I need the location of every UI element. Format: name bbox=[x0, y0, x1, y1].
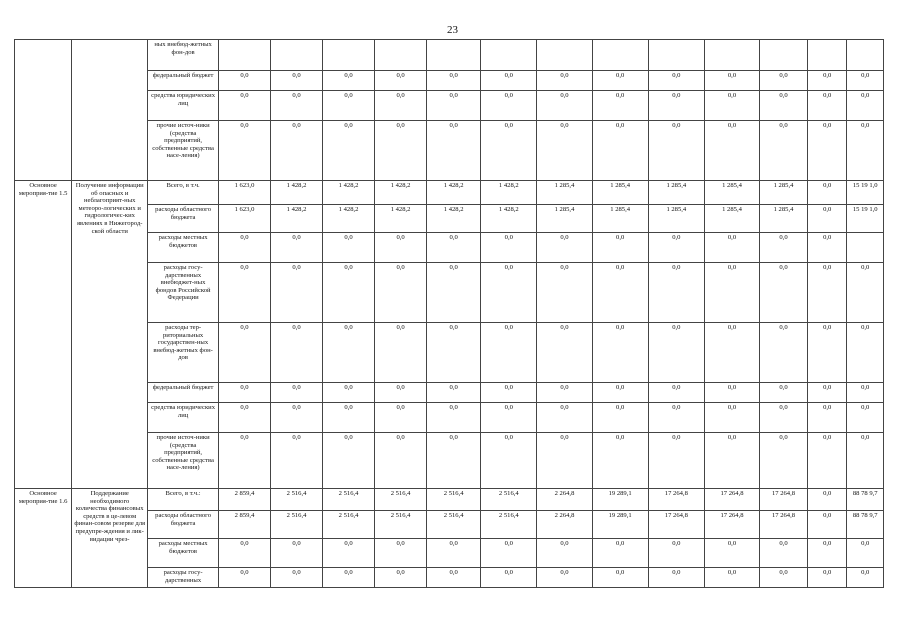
value-cell: 1 285,4 bbox=[592, 181, 648, 205]
value-cell: 15 19 1,0 bbox=[847, 181, 884, 205]
value-cell: 1 285,4 bbox=[704, 205, 759, 233]
value-cell: 0,0 bbox=[847, 71, 884, 91]
value-cell: 0,0 bbox=[592, 383, 648, 403]
value-cell bbox=[323, 40, 375, 71]
value-cell: 0,0 bbox=[481, 403, 537, 433]
value-cell bbox=[427, 40, 481, 71]
value-cell: 0,0 bbox=[648, 91, 704, 121]
activity-cell bbox=[15, 40, 72, 181]
value-cell: 0,0 bbox=[648, 383, 704, 403]
value-cell: 0,0 bbox=[760, 91, 808, 121]
value-cell: 2 516,4 bbox=[481, 511, 537, 539]
value-cell: 0,0 bbox=[760, 403, 808, 433]
funding-source-cell: федеральный бюджет bbox=[148, 71, 219, 91]
value-cell: 0,0 bbox=[592, 568, 648, 588]
value-cell: 0,0 bbox=[807, 121, 847, 181]
value-cell: 0,0 bbox=[218, 71, 270, 91]
value-cell: 0,0 bbox=[537, 71, 592, 91]
value-cell: 0,0 bbox=[218, 121, 270, 181]
value-cell: 0,0 bbox=[271, 568, 323, 588]
value-cell: 0,0 bbox=[592, 91, 648, 121]
value-cell: 0,0 bbox=[271, 233, 323, 263]
value-cell: 0,0 bbox=[481, 323, 537, 383]
value-cell: 19 289,1 bbox=[592, 511, 648, 539]
value-cell: 0,0 bbox=[807, 511, 847, 539]
value-cell: 0,0 bbox=[375, 121, 427, 181]
funding-source-cell: расходы местных бюджетов bbox=[148, 233, 219, 263]
value-cell: 0,0 bbox=[847, 403, 884, 433]
value-cell: 0,0 bbox=[537, 121, 592, 181]
value-cell: 0,0 bbox=[807, 433, 847, 489]
value-cell: 0,0 bbox=[648, 263, 704, 323]
value-cell: 1 285,4 bbox=[760, 181, 808, 205]
value-cell: 0,0 bbox=[375, 233, 427, 263]
value-cell: 0,0 bbox=[427, 539, 481, 568]
value-cell bbox=[648, 40, 704, 71]
value-cell: 0,0 bbox=[704, 263, 759, 323]
value-cell: 0,0 bbox=[807, 539, 847, 568]
value-cell: 1 285,4 bbox=[648, 205, 704, 233]
value-cell: 1 428,2 bbox=[323, 205, 375, 233]
value-cell: 0,0 bbox=[218, 539, 270, 568]
funding-source-cell: Всего, в т.ч.: bbox=[148, 489, 219, 511]
value-cell bbox=[375, 40, 427, 71]
value-cell: 2 516,4 bbox=[481, 489, 537, 511]
value-cell: 0,0 bbox=[375, 323, 427, 383]
value-cell: 0,0 bbox=[323, 71, 375, 91]
value-cell: 0,0 bbox=[323, 323, 375, 383]
value-cell: 0,0 bbox=[427, 323, 481, 383]
funding-source-cell: федеральный бюджет bbox=[148, 383, 219, 403]
budget-table-body bbox=[15, 40, 884, 588]
table-row bbox=[15, 181, 884, 205]
value-cell: 1 285,4 bbox=[648, 181, 704, 205]
table-row bbox=[15, 40, 884, 71]
value-cell: 0,0 bbox=[323, 403, 375, 433]
funding-source-cell: расходы местных бюджетов bbox=[148, 539, 219, 568]
activity-cell: Основное мероприя-тие 1.6 bbox=[15, 489, 72, 588]
value-cell: 0,0 bbox=[704, 433, 759, 489]
value-cell: 0,0 bbox=[537, 91, 592, 121]
value-cell: 0,0 bbox=[427, 71, 481, 91]
value-cell: 1 428,2 bbox=[375, 181, 427, 205]
value-cell: 0,0 bbox=[592, 71, 648, 91]
value-cell: 0,0 bbox=[592, 121, 648, 181]
value-cell: 0,0 bbox=[271, 91, 323, 121]
value-cell: 1 428,2 bbox=[481, 205, 537, 233]
value-cell: 0,0 bbox=[323, 91, 375, 121]
value-cell: 0,0 bbox=[807, 403, 847, 433]
value-cell: 0,0 bbox=[375, 71, 427, 91]
value-cell: 0,0 bbox=[537, 323, 592, 383]
value-cell: 0,0 bbox=[807, 263, 847, 323]
value-cell: 0,0 bbox=[427, 121, 481, 181]
funding-source-cell: расходы областного бюджета bbox=[148, 205, 219, 233]
value-cell: 0,0 bbox=[537, 403, 592, 433]
value-cell: 0,0 bbox=[760, 233, 808, 263]
value-cell: 0,0 bbox=[847, 263, 884, 323]
funding-source-cell: средства юридических лиц bbox=[148, 91, 219, 121]
value-cell: 0,0 bbox=[481, 233, 537, 263]
value-cell: 17 264,8 bbox=[648, 511, 704, 539]
value-cell bbox=[847, 40, 884, 71]
funding-source-cell: расходы госу-дарственных внебюджет-ных фондов Российской Федерации bbox=[148, 263, 219, 323]
value-cell: 17 264,8 bbox=[704, 511, 759, 539]
value-cell: 0,0 bbox=[537, 433, 592, 489]
value-cell: 0,0 bbox=[648, 121, 704, 181]
funding-source-cell: средства юридических лиц bbox=[148, 403, 219, 433]
value-cell: 0,0 bbox=[271, 323, 323, 383]
value-cell: 0,0 bbox=[218, 433, 270, 489]
value-cell: 0,0 bbox=[375, 433, 427, 489]
value-cell: 0,0 bbox=[847, 568, 884, 588]
value-cell: 0,0 bbox=[537, 568, 592, 588]
value-cell: 2 516,4 bbox=[271, 489, 323, 511]
value-cell: 0,0 bbox=[323, 121, 375, 181]
value-cell: 0,0 bbox=[704, 403, 759, 433]
value-cell: 0,0 bbox=[323, 433, 375, 489]
value-cell: 0,0 bbox=[704, 323, 759, 383]
value-cell: 0,0 bbox=[807, 181, 847, 205]
value-cell: 0,0 bbox=[847, 539, 884, 568]
value-cell: 17 264,8 bbox=[648, 489, 704, 511]
value-cell bbox=[218, 40, 270, 71]
value-cell: 1 428,2 bbox=[271, 205, 323, 233]
value-cell: 0,0 bbox=[592, 233, 648, 263]
value-cell: 0,0 bbox=[592, 539, 648, 568]
description-cell: Получение информации об опасных и неблагоприят-ных метеоро-логических и гидрологичес-ких явлениях в Нижегород-ской области bbox=[72, 181, 148, 489]
value-cell: 17 264,8 bbox=[760, 489, 808, 511]
value-cell: 0,0 bbox=[648, 568, 704, 588]
value-cell: 0,0 bbox=[807, 71, 847, 91]
value-cell: 0,0 bbox=[271, 539, 323, 568]
value-cell bbox=[537, 40, 592, 71]
value-cell: 0,0 bbox=[704, 121, 759, 181]
value-cell: 2 516,4 bbox=[375, 511, 427, 539]
value-cell: 0,0 bbox=[704, 383, 759, 403]
value-cell: 0,0 bbox=[427, 91, 481, 121]
value-cell: 0,0 bbox=[704, 71, 759, 91]
value-cell: 0,0 bbox=[271, 383, 323, 403]
value-cell: 0,0 bbox=[592, 263, 648, 323]
value-cell: 2 516,4 bbox=[323, 489, 375, 511]
value-cell: 0,0 bbox=[760, 71, 808, 91]
value-cell: 2 516,4 bbox=[375, 489, 427, 511]
value-cell: 0,0 bbox=[375, 91, 427, 121]
value-cell: 88 78 9,7 bbox=[847, 511, 884, 539]
value-cell bbox=[847, 233, 884, 263]
value-cell: 0,0 bbox=[807, 383, 847, 403]
value-cell: 0,0 bbox=[323, 568, 375, 588]
value-cell bbox=[760, 40, 808, 71]
value-cell: 2 264,8 bbox=[537, 489, 592, 511]
value-cell: 1 428,2 bbox=[271, 181, 323, 205]
value-cell bbox=[271, 40, 323, 71]
value-cell: 88 78 9,7 bbox=[847, 489, 884, 511]
value-cell: 0,0 bbox=[847, 383, 884, 403]
page-number: 23 bbox=[447, 24, 458, 36]
value-cell: 0,0 bbox=[760, 568, 808, 588]
value-cell: 0,0 bbox=[648, 433, 704, 489]
value-cell: 1 285,4 bbox=[537, 205, 592, 233]
value-cell: 0,0 bbox=[481, 383, 537, 403]
value-cell: 0,0 bbox=[481, 539, 537, 568]
value-cell: 0,0 bbox=[323, 263, 375, 323]
value-cell: 0,0 bbox=[218, 403, 270, 433]
activity-cell: Основное мероприя-тие 1.5 bbox=[15, 181, 72, 489]
value-cell: 0,0 bbox=[427, 383, 481, 403]
value-cell: 0,0 bbox=[218, 568, 270, 588]
value-cell: 0,0 bbox=[592, 403, 648, 433]
value-cell: 0,0 bbox=[537, 383, 592, 403]
value-cell: 0,0 bbox=[218, 91, 270, 121]
value-cell: 2 859,4 bbox=[218, 511, 270, 539]
value-cell: 0,0 bbox=[760, 263, 808, 323]
value-cell: 0,0 bbox=[271, 121, 323, 181]
value-cell: 1 623,0 bbox=[218, 181, 270, 205]
value-cell: 0,0 bbox=[427, 263, 481, 323]
value-cell: 1 623,0 bbox=[218, 205, 270, 233]
value-cell: 1 428,2 bbox=[427, 205, 481, 233]
value-cell: 0,0 bbox=[807, 205, 847, 233]
value-cell: 0,0 bbox=[218, 263, 270, 323]
value-cell bbox=[807, 40, 847, 71]
value-cell: 0,0 bbox=[427, 233, 481, 263]
value-cell: 0,0 bbox=[481, 568, 537, 588]
value-cell: 0,0 bbox=[427, 568, 481, 588]
value-cell: 0,0 bbox=[847, 91, 884, 121]
value-cell: 0,0 bbox=[271, 71, 323, 91]
value-cell: 15 19 1,0 bbox=[847, 205, 884, 233]
value-cell: 0,0 bbox=[592, 433, 648, 489]
value-cell: 0,0 bbox=[807, 91, 847, 121]
value-cell: 0,0 bbox=[375, 403, 427, 433]
value-cell: 2 516,4 bbox=[427, 511, 481, 539]
value-cell bbox=[592, 40, 648, 71]
funding-source-cell: прочие источ-ники (средства предприятий, собственные средства насе-ления) bbox=[148, 121, 219, 181]
value-cell: 0,0 bbox=[704, 539, 759, 568]
value-cell: 2 859,4 bbox=[218, 489, 270, 511]
value-cell: 1 428,2 bbox=[481, 181, 537, 205]
description-cell: Поддержание необходимого количества финансовых средств в це-левом финан-совом резерве для предупре-ждения и лик-видации чрез- bbox=[72, 489, 148, 588]
value-cell: 0,0 bbox=[481, 433, 537, 489]
value-cell: 2 516,4 bbox=[427, 489, 481, 511]
funding-source-cell: прочие источ-ники (средства предприятий, собственные средства насе-ления) bbox=[148, 433, 219, 489]
value-cell: 0,0 bbox=[271, 263, 323, 323]
value-cell: 0,0 bbox=[375, 539, 427, 568]
value-cell: 0,0 bbox=[760, 121, 808, 181]
value-cell: 0,0 bbox=[481, 121, 537, 181]
value-cell: 0,0 bbox=[323, 383, 375, 403]
value-cell: 0,0 bbox=[760, 383, 808, 403]
value-cell: 0,0 bbox=[537, 263, 592, 323]
value-cell: 0,0 bbox=[704, 91, 759, 121]
value-cell: 0,0 bbox=[847, 323, 884, 383]
value-cell: 1 428,2 bbox=[323, 181, 375, 205]
value-cell: 17 264,8 bbox=[760, 511, 808, 539]
funding-source-cell: ных внебюд-жетных фон-дов bbox=[148, 40, 219, 71]
description-cell bbox=[72, 40, 148, 181]
value-cell: 0,0 bbox=[760, 323, 808, 383]
value-cell: 0,0 bbox=[760, 539, 808, 568]
value-cell: 1 285,4 bbox=[592, 205, 648, 233]
value-cell: 0,0 bbox=[760, 433, 808, 489]
value-cell: 0,0 bbox=[375, 568, 427, 588]
value-cell: 2 516,4 bbox=[323, 511, 375, 539]
value-cell: 0,0 bbox=[481, 263, 537, 323]
value-cell: 2 264,8 bbox=[537, 511, 592, 539]
funding-source-cell: расходы областного бюджета bbox=[148, 511, 219, 539]
value-cell: 0,0 bbox=[537, 539, 592, 568]
value-cell: 0,0 bbox=[847, 433, 884, 489]
table-row bbox=[15, 489, 884, 511]
value-cell: 0,0 bbox=[375, 383, 427, 403]
value-cell: 19 289,1 bbox=[592, 489, 648, 511]
value-cell: 17 264,8 bbox=[704, 489, 759, 511]
value-cell: 0,0 bbox=[218, 233, 270, 263]
value-cell: 0,0 bbox=[807, 489, 847, 511]
value-cell: 0,0 bbox=[807, 568, 847, 588]
value-cell: 0,0 bbox=[648, 233, 704, 263]
value-cell bbox=[481, 40, 537, 71]
value-cell: 0,0 bbox=[648, 323, 704, 383]
value-cell: 0,0 bbox=[218, 383, 270, 403]
value-cell: 0,0 bbox=[481, 71, 537, 91]
value-cell: 0,0 bbox=[323, 539, 375, 568]
value-cell: 0,0 bbox=[648, 71, 704, 91]
value-cell: 1 285,4 bbox=[537, 181, 592, 205]
value-cell: 1 428,2 bbox=[375, 205, 427, 233]
value-cell: 1 285,4 bbox=[760, 205, 808, 233]
value-cell: 0,0 bbox=[807, 323, 847, 383]
value-cell: 0,0 bbox=[271, 403, 323, 433]
value-cell: 1 428,2 bbox=[427, 181, 481, 205]
value-cell: 0,0 bbox=[323, 233, 375, 263]
value-cell: 0,0 bbox=[648, 403, 704, 433]
value-cell: 0,0 bbox=[704, 568, 759, 588]
funding-source-cell: Всего, в т.ч. bbox=[148, 181, 219, 205]
value-cell: 0,0 bbox=[592, 323, 648, 383]
value-cell: 0,0 bbox=[807, 233, 847, 263]
value-cell: 0,0 bbox=[427, 403, 481, 433]
value-cell: 0,0 bbox=[218, 323, 270, 383]
funding-source-cell: расходы госу-дарственных bbox=[148, 568, 219, 588]
value-cell: 0,0 bbox=[427, 433, 481, 489]
value-cell: 0,0 bbox=[847, 121, 884, 181]
value-cell: 0,0 bbox=[648, 539, 704, 568]
value-cell: 1 285,4 bbox=[704, 181, 759, 205]
value-cell: 2 516,4 bbox=[271, 511, 323, 539]
value-cell: 0,0 bbox=[537, 233, 592, 263]
value-cell: 0,0 bbox=[481, 91, 537, 121]
value-cell: 0,0 bbox=[271, 433, 323, 489]
funding-source-cell: расходы тер-риториальных государствен-ных внебюд-жетных фон-дов bbox=[148, 323, 219, 383]
budget-table bbox=[14, 39, 884, 588]
value-cell bbox=[704, 40, 759, 71]
value-cell: 0,0 bbox=[704, 233, 759, 263]
value-cell: 0,0 bbox=[375, 263, 427, 323]
